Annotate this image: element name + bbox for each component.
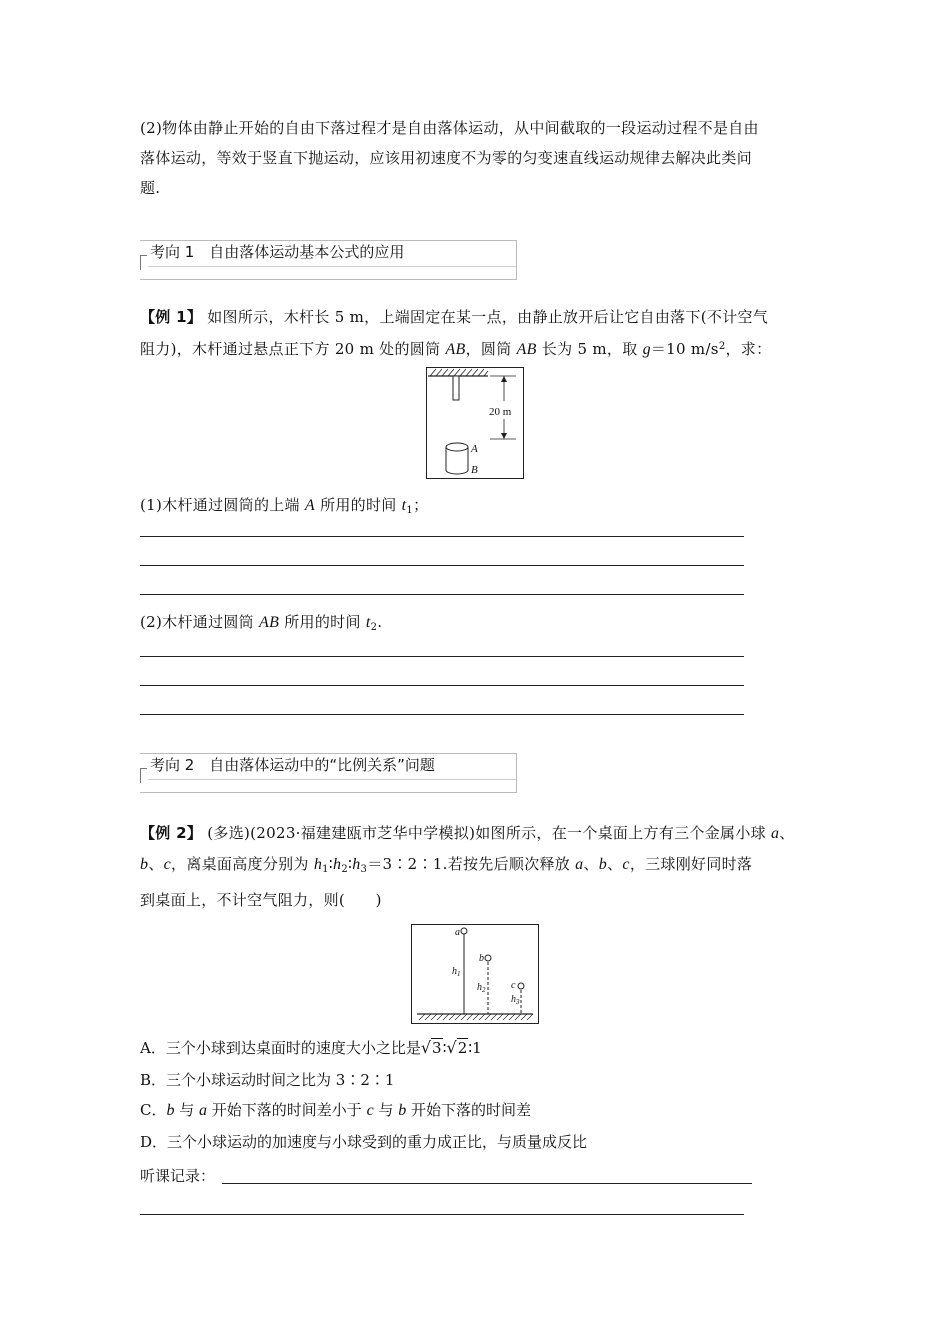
distance-label: 20 m	[489, 406, 512, 418]
answer-line	[140, 656, 744, 657]
notes-line[interactable]	[140, 1214, 744, 1215]
section-bracket-icon	[140, 255, 147, 270]
ball-a-label: a	[455, 927, 460, 938]
option-b[interactable]: B．三个小球运动时间之比为 3∶2∶1	[140, 1071, 395, 1089]
answer-line	[140, 685, 744, 686]
section-header-1	[140, 240, 517, 280]
example-2-text: 【例 2】 (多选)(2023·福建建瓯市芝华中学模拟)如图所示，在一个桌面上方有三个金属小球 a、 b、c，离桌面高度分别为 $h_1∶h_2∶h_3=3∶2∶1$.若按先后顺次释放 a、b、c，三球刚好同时落 到桌面上，不计空气阻力，则( )	[140, 824, 795, 909]
intro-paragraph	[140, 113, 812, 203]
intro-line-2: 落体运动，等效于竖直下抛运动，应该用初速度不为零的匀变速直线运动规律去解决此类问	[140, 149, 753, 167]
ball-b-label: b	[479, 953, 484, 964]
section-bracket-icon	[140, 768, 147, 783]
height-3-label: $h_3$	[511, 994, 520, 1006]
section-title-2: 考向 2 自由落体运动中的“比例关系”问题	[150, 756, 435, 774]
example-1-tag: 【例 1】	[140, 308, 203, 326]
height-2-label: $h_2$	[477, 982, 486, 994]
option-a[interactable]: A．三个小球到达桌面时的速度大小之比是√3∶√2∶1	[140, 1034, 482, 1062]
ball-c-label: c	[511, 980, 516, 991]
section-underline	[148, 266, 516, 267]
notes-label: 听课记录：	[140, 1167, 216, 1185]
answer-line	[140, 565, 744, 566]
sqrt-2: √2	[446, 1038, 468, 1057]
section-header-2	[140, 753, 517, 793]
answer-line	[140, 536, 744, 537]
figure-three-balls	[411, 924, 539, 1024]
sqrt-3: √3	[420, 1038, 442, 1057]
section-title-1: 考向 1 自由落体运动基本公式的应用	[150, 243, 405, 261]
answer-line	[140, 594, 744, 595]
figure-rod-and-tube	[426, 367, 524, 479]
section-underline	[148, 779, 516, 780]
option-d[interactable]: D．三个小球运动的加速度与小球受到的重力成正比，与质量成反比	[140, 1133, 588, 1151]
example-1-text: 【例 1】 如图所示，木杆长 5 m，上端固定在某一点，由静止放开后让它自由落下(不计空气 阻力)，木杆通过悬点正下方 20 m 处的圆筒 AB，圆筒 AB 长为 5 m，取 g＝10 $m/s^2$，求：	[140, 308, 772, 358]
tube-label-a: A	[471, 443, 478, 455]
example-2-tag: 【例 2】	[140, 824, 203, 842]
height-1-label: $h_1$	[452, 966, 461, 978]
option-c[interactable]: C．b 与 a 开始下落的时间差小于 c 与 b 开始下落的时间差	[140, 1101, 532, 1119]
intro-line-3: 题.	[140, 179, 161, 197]
wooden-rod	[453, 376, 459, 400]
notes-line[interactable]	[222, 1183, 752, 1184]
question-1: (1)木杆通过圆筒的上端 A 所用的时间 $t_1$；	[140, 496, 429, 516]
intro-line-1: (2)物体由静止开始的自由下落过程才是自由落体运动，从中间截取的一段运动过程不是自由	[140, 119, 759, 137]
tube-label-b: B	[471, 464, 478, 476]
answer-line	[140, 714, 744, 715]
question-2: (2)木杆通过圆筒 AB 所用的时间 $t_2$.	[140, 613, 383, 633]
